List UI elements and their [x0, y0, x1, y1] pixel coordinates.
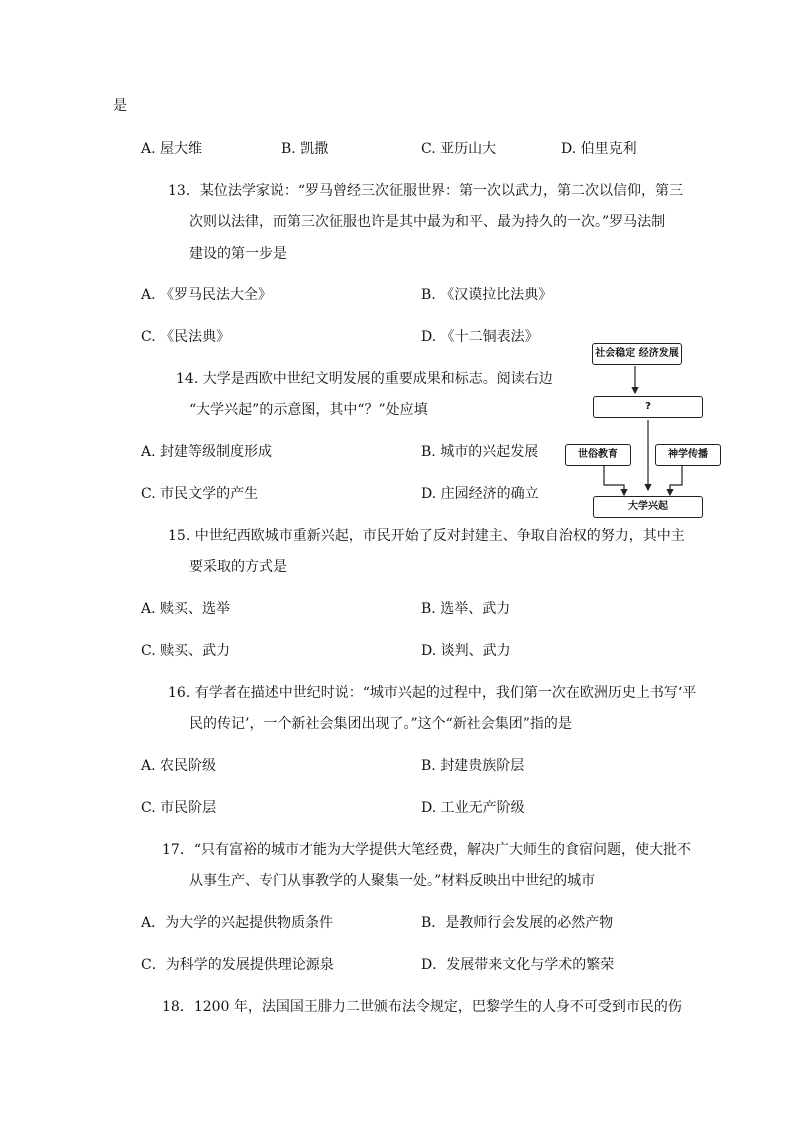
question-13-cont: 建设的第一步是 — [189, 246, 287, 262]
option-d: D. 伯里克利 — [561, 141, 637, 157]
option-a: A. 《罗马民法大全》 — [141, 287, 273, 303]
option-a: A. 封建等级制度形成 — [141, 444, 273, 460]
question-14-cont: “大学兴起”的示意图，其中“？”处应填 — [189, 402, 428, 418]
option-b: B. 封建贵族阶层 — [421, 758, 525, 774]
option-b: B. 城市的兴起发展 — [421, 444, 539, 460]
box-university-rise: 大学兴起 — [593, 496, 703, 518]
option-c: C．为科学的发展提供理论源泉 — [141, 957, 334, 973]
question-13-cont: 次则以法律，而第三次征服也许是其中最为和平、最为持久的一次。”罗马法制 — [189, 214, 666, 230]
option-d: D. 谈判、武力 — [421, 643, 511, 659]
box-secular-education: 世俗教育 — [565, 444, 631, 466]
option-c: C. 《民法典》 — [141, 329, 231, 345]
text-line: 是 — [113, 98, 127, 114]
question-15: 15. 中世纪西欧城市重新兴起，市民开始了反对封建主、争取自治权的努力，其中主 — [168, 528, 685, 544]
option-d: D. 《十二铜表法》 — [421, 329, 539, 345]
option-a: A. 农民阶级 — [141, 758, 217, 774]
option-d: D．发展带来文化与学术的繁荣 — [421, 957, 615, 973]
option-c: C. 赎买、武力 — [141, 643, 231, 659]
question-17: 17．“只有富裕的城市才能为大学提供大笔经费，解决广大师生的食宿问题，使大批不 — [162, 842, 691, 858]
box-question-mark: ? — [593, 396, 703, 418]
option-b: B．是教师行会发展的必然产物 — [421, 915, 614, 931]
question-15-cont: 要采取的方式是 — [189, 559, 287, 575]
question-18: 18．1200 年，法国国王腓力二世颁布法令规定，巴黎学生的人身不可受到市民的伤 — [162, 999, 682, 1015]
question-14: 14. 大学是西欧中世纪文明发展的重要成果和标志。阅读右边 — [176, 371, 553, 387]
option-a: A. 赎买、选举 — [141, 601, 231, 617]
option-d: D. 工业无产阶级 — [421, 800, 525, 816]
option-a: A．为大学的兴起提供物质条件 — [141, 915, 334, 931]
question-17-cont: 从事生产、专门从事教学的人聚集一处。”材料反映出中世纪的城市 — [189, 873, 596, 889]
question-16: 16. 有学者在描述中世纪时说：“城市兴起的过程中，我们第一次在欧洲历史上书写‘平 — [168, 685, 697, 701]
option-b: B. 凯撒 — [281, 141, 329, 157]
option-c: C. 亚历山大 — [421, 141, 497, 157]
diagram-arrows — [560, 340, 730, 520]
box-theology: 神学传播 — [655, 444, 721, 466]
question-13: 13．某位法学家说：“罗马曾经三次征服世界：第一次以武力，第二次以信仰，第三 — [168, 183, 683, 199]
option-b: B. 选举、武力 — [421, 601, 511, 617]
question-16-cont: 民的传记’，一个新社会集团出现了。”这个“新社会集团”指的是 — [189, 716, 572, 732]
option-b: B. 《汉谟拉比法典》 — [421, 287, 553, 303]
option-c: C. 市民阶层 — [141, 800, 217, 816]
university-rise-diagram — [560, 340, 730, 520]
option-c: C. 市民文学的产生 — [141, 486, 259, 502]
box-society-economy: 社会稳定 经济发展 — [592, 343, 682, 365]
option-a: A. 屋大维 — [141, 141, 203, 157]
option-d: D. 庄园经济的确立 — [421, 486, 539, 502]
